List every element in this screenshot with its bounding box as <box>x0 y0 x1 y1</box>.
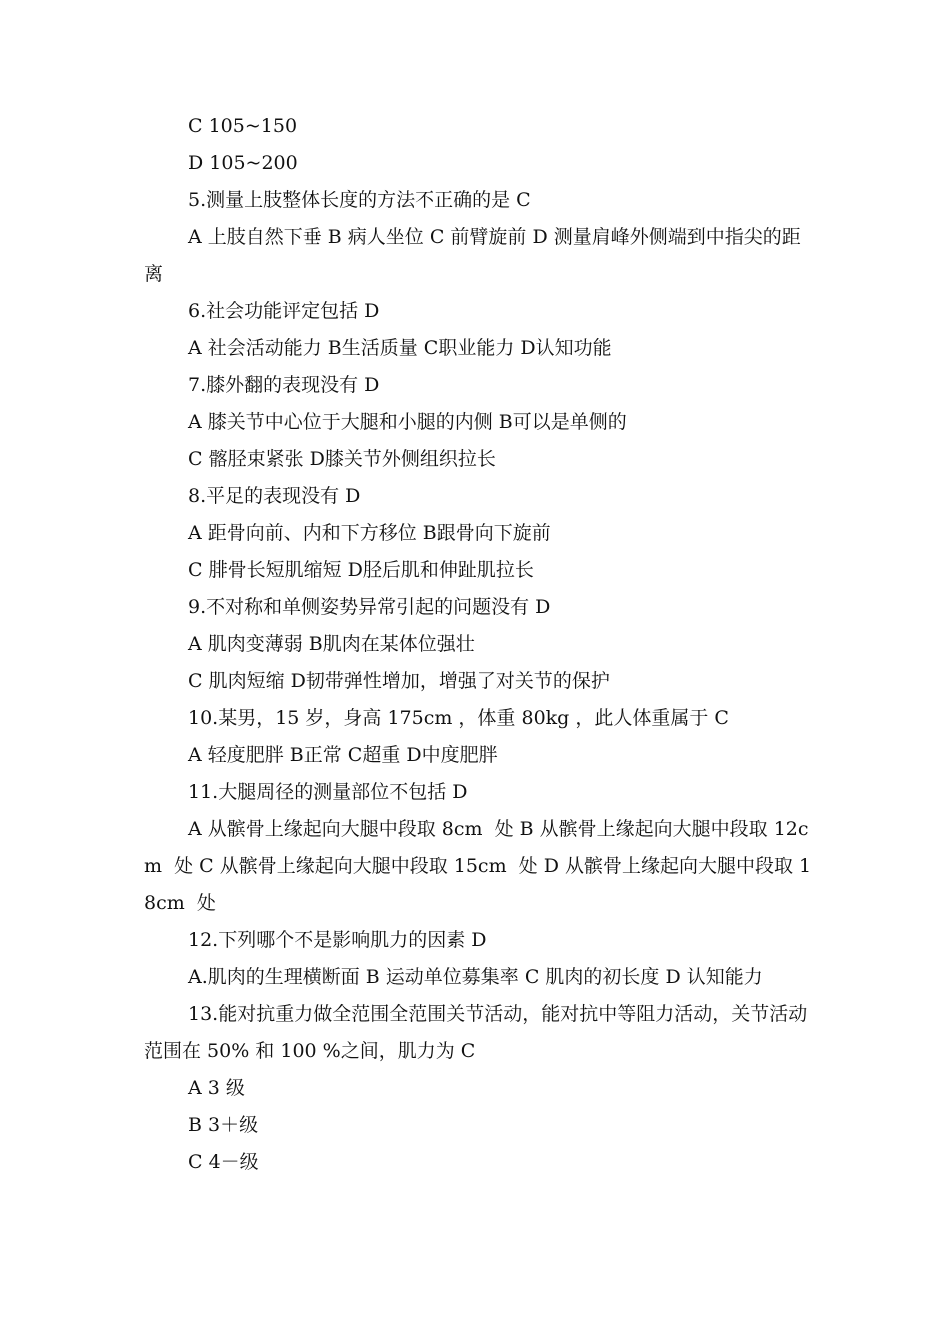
options-12: A.肌肉的生理横断面 B 运动单位募集率 C 肌肉的初长度 D 认知能力 <box>188 966 763 988</box>
options-5: A 上肢自然下垂 B 病人坐位 C 前臂旋前 D 测量肩峰外侧端到中指尖的距离 <box>144 226 801 285</box>
option-line: D 105~200 <box>188 152 298 174</box>
option-line: C 105~150 <box>188 115 298 137</box>
question-8: 8.平足的表现没有 D <box>188 485 361 507</box>
options-8-cd: C 腓骨长短肌缩短 D胫后肌和伸趾肌拉长 <box>188 559 534 581</box>
question-13: 13.能对抗重力做全范围全范围关节活动，能对抗中等阻力活动，关节活动范围在 50% 和 100 %之间，肌力为 C <box>144 1003 808 1062</box>
question-12: 12.下列哪个不是影响肌力的因素 D <box>188 929 487 951</box>
question-6: 6.社会功能评定包括 D <box>188 300 380 322</box>
options-11: A 从髌骨上缘起向大腿中段取 8cm 处 B 从髌骨上缘起向大腿中段取 12cm 处 C 从髌骨上缘起向大腿中段取 15cm 处 D 从髌骨上缘起向大腿中段取 18cm 处 <box>144 818 812 914</box>
question-text-block <box>144 108 812 1181</box>
options-9-cd: C 肌肉短缩 D韧带弹性增加，增强了对关节的保护 <box>188 670 610 692</box>
question-10: 10.某男，15 岁，身高 175cm ，体重 80kg ，此人体重属于 C <box>188 707 729 729</box>
question-5: 5.测量上肢整体长度的方法不正确的是 C <box>188 189 531 211</box>
options-7-ab: A 膝关节中心位于大腿和小腿的内侧 B可以是单侧的 <box>188 411 627 433</box>
question-9: 9.不对称和单侧姿势异常引起的问题没有 D <box>188 596 551 618</box>
option-13-b: B 3＋级 <box>188 1114 259 1136</box>
options-7-cd: C 髂胫束紧张 D膝关节外侧组织拉长 <box>188 448 496 470</box>
options-8-ab: A 距骨向前、内和下方移位 B跟骨向下旋前 <box>188 522 551 544</box>
option-13-c: C 4－级 <box>188 1151 259 1173</box>
options-9-ab: A 肌肉变薄弱 B肌肉在某体位强壮 <box>188 633 475 655</box>
question-11: 11.大腿周径的测量部位不包括 D <box>188 781 468 803</box>
options-6: A 社会活动能力 B生活质量 C职业能力 D认知功能 <box>188 337 612 359</box>
options-10: A 轻度肥胖 B正常 C超重 D中度肥胖 <box>188 744 498 766</box>
question-7: 7.膝外翻的表现没有 D <box>188 374 380 396</box>
option-13-a: A 3 级 <box>188 1077 245 1099</box>
